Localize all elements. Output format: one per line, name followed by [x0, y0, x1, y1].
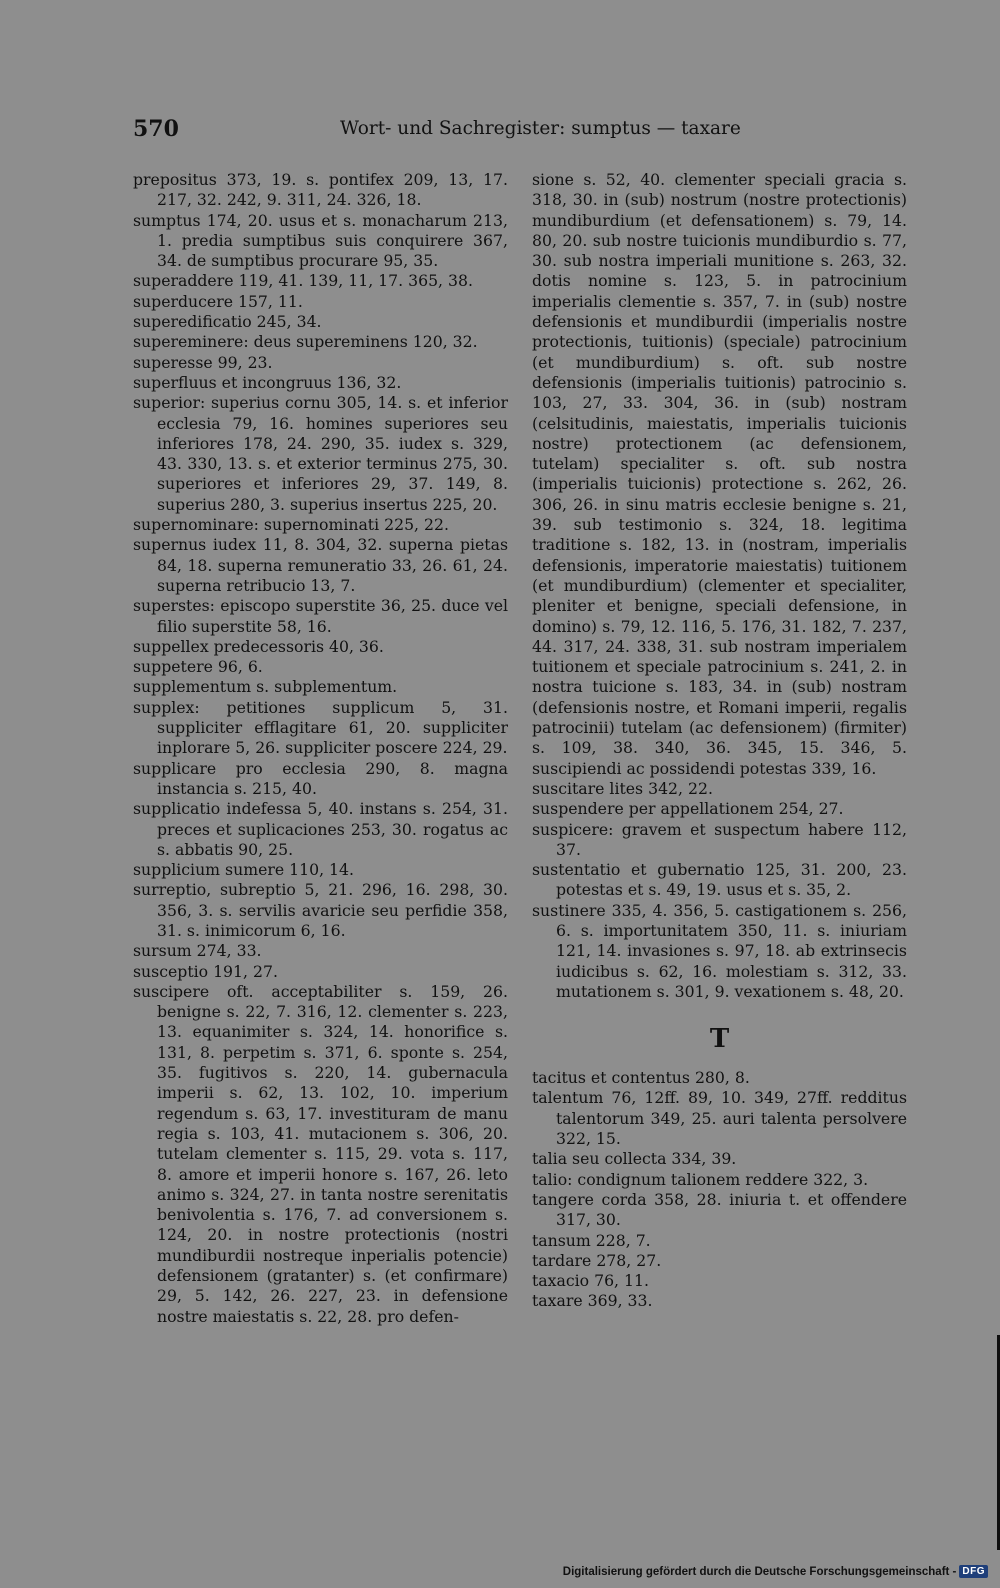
- index-entry: supplex: petitiones supplicum 5, 31. suppliciter efflagitare 61, 20. suppliciter inplorare 5, 26. suppliciter poscere 224, 29.: [133, 697, 508, 758]
- index-entry: suscipere oft. acceptabiliter s. 159, 26. benigne s. 22, 7. 316, 12. clementer s. 223, 13. equanimiter s. 324, 14. honorifice s. 131, 8. perpetim s. 371, 6. sponte s. 254, 35. fugitivos s. 220, 14. gubernacula imperii s. 62, 13. 102, 10. imperium regendum s. 63, 17. investituram de manu regia s. 103, 41. mutacionem s. 306, 20. tutelam clementer s. 115, 29. vota s. 117, 8. amore et imperii honore s. 167, 26. leto animo s. 324, 27. in tanta nostre serenitatis benivolentia s. 176, 7. ad conversionem s. 124, 20. in nostre protectionis (nostri mundiburdii nostreque inperialis potencie) defensionem (gratanter) s. (et confirmare) 29, 5. 142, 26. 227, 23. in defensione nostre maiestatis s. 22, 28. pro defen-: [133, 981, 508, 1326]
- index-entry: tangere corda 358, 28. iniuria t. et offendere 317, 30.: [532, 1189, 907, 1230]
- index-entry: tansum 228, 7.: [532, 1230, 651, 1250]
- index-entry: suspicere: gravem et suspectum habere 112, 37.: [532, 819, 907, 859]
- index-entry: sustinere 335, 4. 356, 5. castigationem s. 256, 6. s. importunitatem 350, 11. s. iniuriam 121, 14. invasiones s. 97, 18. ab extrinsecis iudicibus s. 62, 16. molestiam s. 312, 33. mutationem s. 301, 9. vexationem s. 48, 20.: [532, 900, 907, 1001]
- index-entry: superesse 99, 23.: [133, 352, 273, 372]
- index-entry: suscitare lites 342, 22.: [532, 778, 713, 798]
- index-entry: supplicatio indefessa 5, 40. instans s. 254, 31. preces et suplicaciones 253, 30. rogatus ac s. abbatis 90, 25.: [133, 799, 508, 859]
- index-entry: superaddere 119, 41. 139, 11, 17. 365, 38.: [133, 271, 473, 291]
- index-entry: surreptio, subreptio 5, 21. 296, 16. 298, 30. 356, 3. s. servilis avaricie seu perfidie 358, 31. s. inimicorum 6, 16.: [133, 880, 508, 940]
- left-column: [133, 170, 508, 1327]
- index-entry: supernominare: supernominati 225, 22.: [133, 515, 449, 535]
- index-entry: sustentatio et gubernatio 125, 31. 200, 23. potestas et s. 49, 19. usus et s. 35, 2.: [532, 860, 907, 900]
- index-entry: taxare 369, 33.: [532, 1291, 653, 1311]
- footer-text: Digitalisierung gefördert durch die Deutsche Forschungsgemeinschaft -: [562, 1565, 957, 1578]
- index-entry: prepositus 373, 19. s. pontifex 209, 13, 17. 217, 32. 242, 9. 311, 24. 326, 18.: [133, 170, 508, 210]
- index-entry: sione s. 52, 40. clementer speciali gracia s. 318, 30. in (sub) nostrum (nostre protectionis) mundiburdium (et defensationem) s. 79, 14. 80, 20. sub nostre tuicionis mundiburdio s. 77, 30. sub nostra imperiali munitione s. 263, 32. dotis nomine s. 123, 5. in patrocinium imperialis clementie s. 357, 7. in (sub) nostre defensionis et mundiburdii (imperialis nostre protectionis, tuitionis) (speciale) patrocinium (et mundiburdium) s. oft. sub nostre defensionis (imperialis tuitionis) patrocinio s. 103, 27, 33. 304, 36. in (sub) nostram (celsitudinis, maiestatis, imperialis tuicionis nostre) protectionem (ac defensionem, tutelam) specialiter s. oft. sub nostra (imperialis tuicionis) protectione s. 262, 26. 306, 26. in sinu matris ecclesie benigne s. 21, 39. sub testimonio s. 324, 18. legitima traditione s. 182, 13. in (nostram, imperialis defensionis, imperatorie maiestatis) tuitionem (et mundiburdium) (clementer et specialiter, pleniter et benigne, speciali defensione, in domino) s. 79, 12. 116, 5. 176, 31. 182, 7. 237, 44. 317, 24. 338, 31. sub nostram imperialem tuitionem et speciale patrocinium s. 241, 2. in nostra tuicione s. 183, 34. in (sub) nostram (defensionis nostre, et Romani imperii, regalis patrocinii) tutelam (ac defensionem) (firmiter) s. 109, 38. 340, 36. 345, 15. 346, 5. suscipiendi ac possidendi potestas 339, 16.: [532, 170, 907, 778]
- index-entry: supernus iudex 11, 8. 304, 32. superna pietas 84, 18. superna remuneratio 33, 26. 61, 24. superna retribucio 13, 7.: [133, 535, 508, 595]
- running-title: Wort- und Sachregister: sumptus — taxare: [340, 118, 741, 139]
- index-entry: supplicium sumere 110, 14.: [133, 860, 354, 880]
- digitization-footer: [563, 1565, 988, 1578]
- index-entry: sumptus 174, 20. usus et s. monacharum 213, 1. predia sumptibus suis conquirere 367, 34. de sumptibus procurare 95, 35.: [133, 210, 508, 271]
- index-entry: suppetere 96, 6.: [133, 657, 263, 677]
- index-entry: supplementum s. subplementum.: [133, 677, 398, 697]
- index-entry: tacitus et contentus 280, 8.: [532, 1068, 750, 1088]
- page-header: [133, 116, 741, 148]
- index-entry: superstes: episcopo superstite 36, 25. duce vel filio superstite 58, 16.: [133, 596, 508, 636]
- index-entry: talio: condignum talionem reddere 322, 3.: [532, 1169, 869, 1189]
- index-entry: suspendere per appellationem 254, 27.: [532, 799, 844, 819]
- section-letter-heading: T: [709, 1024, 730, 1055]
- index-entry: suppellex predecessoris 40, 36.: [133, 636, 384, 656]
- index-entry: superducere 157, 11.: [133, 291, 303, 311]
- index-entry: superior: superius cornu 305, 14. s. et inferior ecclesia 79, 16. homines superiores seu inferiores 178, 24. 290, 35. iudex s. 329, 43. 330, 13. s. et exterior terminus 275, 30. superiores et inferiores 29, 37. 149, 8. superius 280, 3. superius insertus 225, 20.: [133, 393, 508, 514]
- index-entry: talentum 76, 12ff. 89, 10. 349, 27ff. redditus talentorum 349, 25. auri talenta persolvere 322, 15.: [532, 1088, 907, 1149]
- index-entry: taxacio 76, 11.: [532, 1271, 649, 1291]
- index-entry: susceptio 191, 27.: [133, 961, 278, 981]
- index-entry: sursum 274, 33.: [133, 941, 262, 961]
- index-entry: superfluus et incongruus 136, 32.: [133, 372, 402, 392]
- dfg-logo: DFG: [959, 1565, 988, 1578]
- index-entry: superedificatio 245, 34.: [133, 312, 322, 332]
- index-entry: supplicare pro ecclesia 290, 8. magna instancia s. 215, 40.: [133, 758, 508, 798]
- page-number: 570: [133, 116, 179, 142]
- right-column: [532, 170, 907, 1312]
- index-entry: talia seu collecta 334, 39.: [532, 1149, 737, 1169]
- index-entry: supereminere: deus supereminens 120, 32.: [133, 332, 478, 352]
- index-entry: tardare 278, 27.: [532, 1250, 662, 1270]
